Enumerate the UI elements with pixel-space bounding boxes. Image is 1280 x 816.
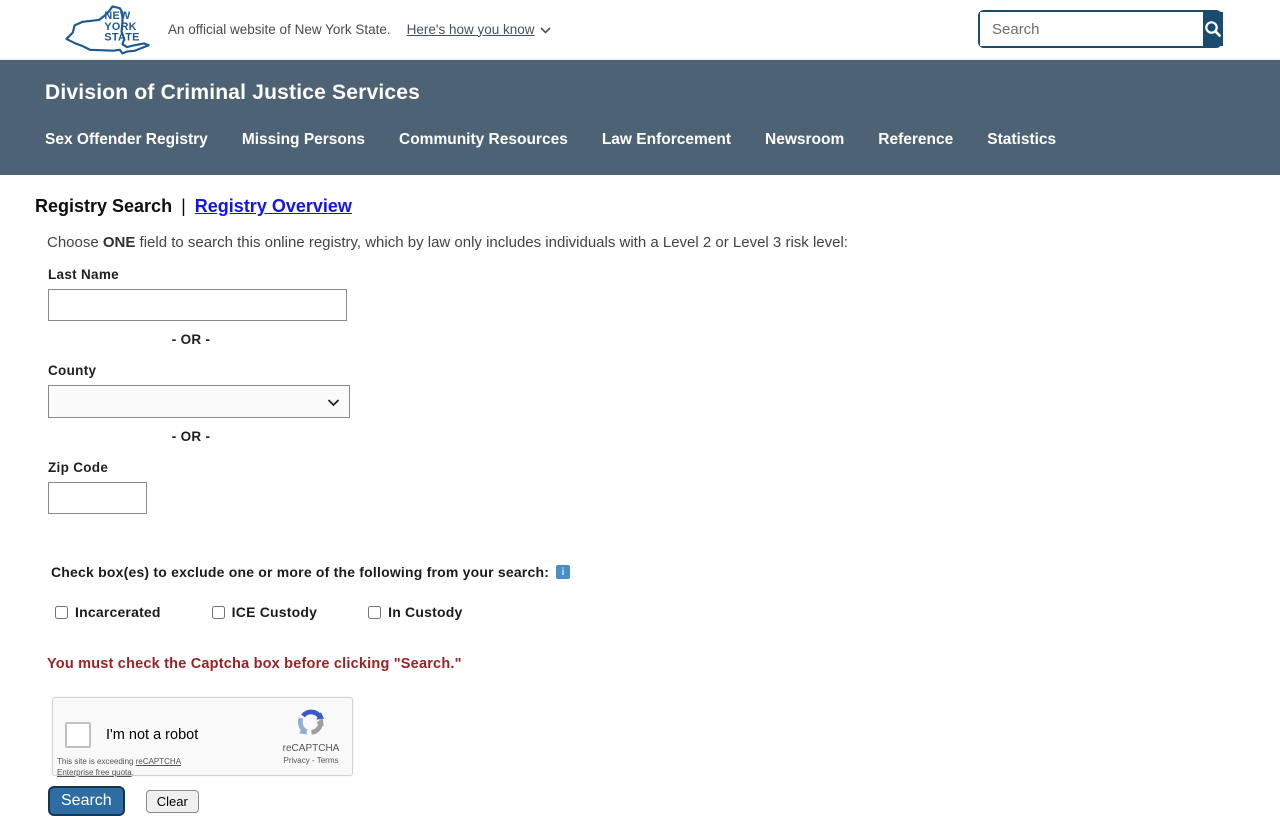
or-divider-1: - OR - <box>171 332 211 347</box>
ice-custody-label: ICE Custody <box>231 604 318 620</box>
last-name-label: Last Name <box>48 267 119 282</box>
nav-item-statistics[interactable]: Statistics <box>987 131 1057 148</box>
top-utility-bar <box>0 0 1280 60</box>
in-custody-checkbox[interactable] <box>368 606 381 619</box>
quota-link-part2[interactable]: Enterprise free quota <box>57 768 132 777</box>
quota-suffix: . <box>131 768 134 777</box>
primary-nav <box>45 131 1280 149</box>
incarcerated-option <box>55 604 161 620</box>
county-label: County <box>48 363 97 378</box>
registry-search-form <box>48 267 1280 816</box>
search-submit-button[interactable] <box>1203 12 1223 46</box>
chevron-down-icon <box>540 27 551 34</box>
registry-overview-link[interactable]: Registry Overview <box>194 196 352 216</box>
recaptcha-label: I'm not a robot <box>106 727 199 743</box>
nav-item-reference[interactable]: Reference <box>878 131 954 148</box>
recaptcha-checkbox[interactable] <box>65 722 91 748</box>
site-search <box>978 10 1222 48</box>
quota-prefix: This site is exceeding <box>57 757 136 766</box>
title-separator: | <box>181 196 186 216</box>
official-website-text: An official website of New York State. <box>168 21 391 37</box>
logo-text-new: NEW <box>104 10 131 23</box>
nav-item-missing-persons[interactable]: Missing Persons <box>241 131 365 148</box>
page-title: Registry Search <box>35 196 173 216</box>
site-header <box>0 60 1280 175</box>
logo-text-york: YORK <box>104 20 137 33</box>
magnifier-icon <box>1203 19 1223 39</box>
recaptcha-links <box>276 756 346 765</box>
recaptcha-terms-link[interactable]: Terms <box>316 756 339 765</box>
ny-state-outline-icon <box>62 1 154 57</box>
nav-item-community-resources[interactable]: Community Resources <box>399 131 568 148</box>
zip-code-input[interactable] <box>48 482 147 514</box>
county-select-wrap <box>48 385 350 418</box>
ice-custody-checkbox[interactable] <box>212 606 225 619</box>
captcha-warning-text: You must check the Captcha box before clicking "Search." <box>47 656 462 672</box>
info-icon[interactable]: i <box>556 565 570 579</box>
exclude-checkbox-row <box>55 604 1280 620</box>
nav-item-law-enforcement[interactable]: Law Enforcement <box>601 131 732 148</box>
nav-item-newsroom[interactable]: Newsroom <box>765 131 845 148</box>
page-heading <box>35 196 1280 217</box>
in-custody-option <box>368 604 466 620</box>
nys-logo <box>62 1 154 57</box>
in-custody-label: In Custody <box>388 604 463 620</box>
recaptcha-brand-text: reCAPTCHA <box>282 743 340 754</box>
clear-button[interactable]: Clear <box>146 790 199 813</box>
recaptcha-quota-notice <box>57 756 207 778</box>
ice-custody-option <box>212 604 317 620</box>
incarcerated-label: Incarcerated <box>75 604 161 620</box>
intro-text <box>47 234 1280 251</box>
exclude-label: Check box(es) to exclude one or more of the following from your search: <box>51 564 550 580</box>
intro-prefix: Choose <box>47 234 103 251</box>
search-button[interactable]: Search <box>48 786 125 816</box>
county-select[interactable] <box>49 386 349 417</box>
form-actions <box>48 786 1280 816</box>
quota-link-part1[interactable]: reCAPTCHA <box>135 757 182 766</box>
recaptcha-logo-icon <box>296 707 326 737</box>
incarcerated-checkbox[interactable] <box>55 606 68 619</box>
recaptcha-links-separator: - <box>311 756 315 765</box>
site-title: Division of Criminal Justice Services <box>45 81 421 104</box>
recaptcha-privacy-link[interactable]: Privacy <box>283 756 310 765</box>
logo-text-state: STATE <box>104 31 140 44</box>
search-input[interactable] <box>980 12 1203 46</box>
or-divider-2: - OR - <box>171 429 211 444</box>
intro-bold-one: ONE <box>102 234 136 251</box>
heres-how-you-know-label: Here's how you know <box>406 21 535 37</box>
last-name-input[interactable] <box>48 289 347 321</box>
recaptcha-widget <box>52 697 353 776</box>
heres-how-you-know-link[interactable] <box>407 22 551 37</box>
zip-code-label: Zip Code <box>48 460 109 475</box>
exclude-section-label-row <box>51 564 1280 580</box>
intro-suffix: field to search this online registry, which by law only includes individuals with a Level 2 or Level 3 risk level: <box>135 234 848 251</box>
nav-item-sex-offender-registry[interactable]: Sex Offender Registry <box>45 131 208 148</box>
main-content <box>0 175 1280 816</box>
recaptcha-brand-column <box>276 707 346 765</box>
